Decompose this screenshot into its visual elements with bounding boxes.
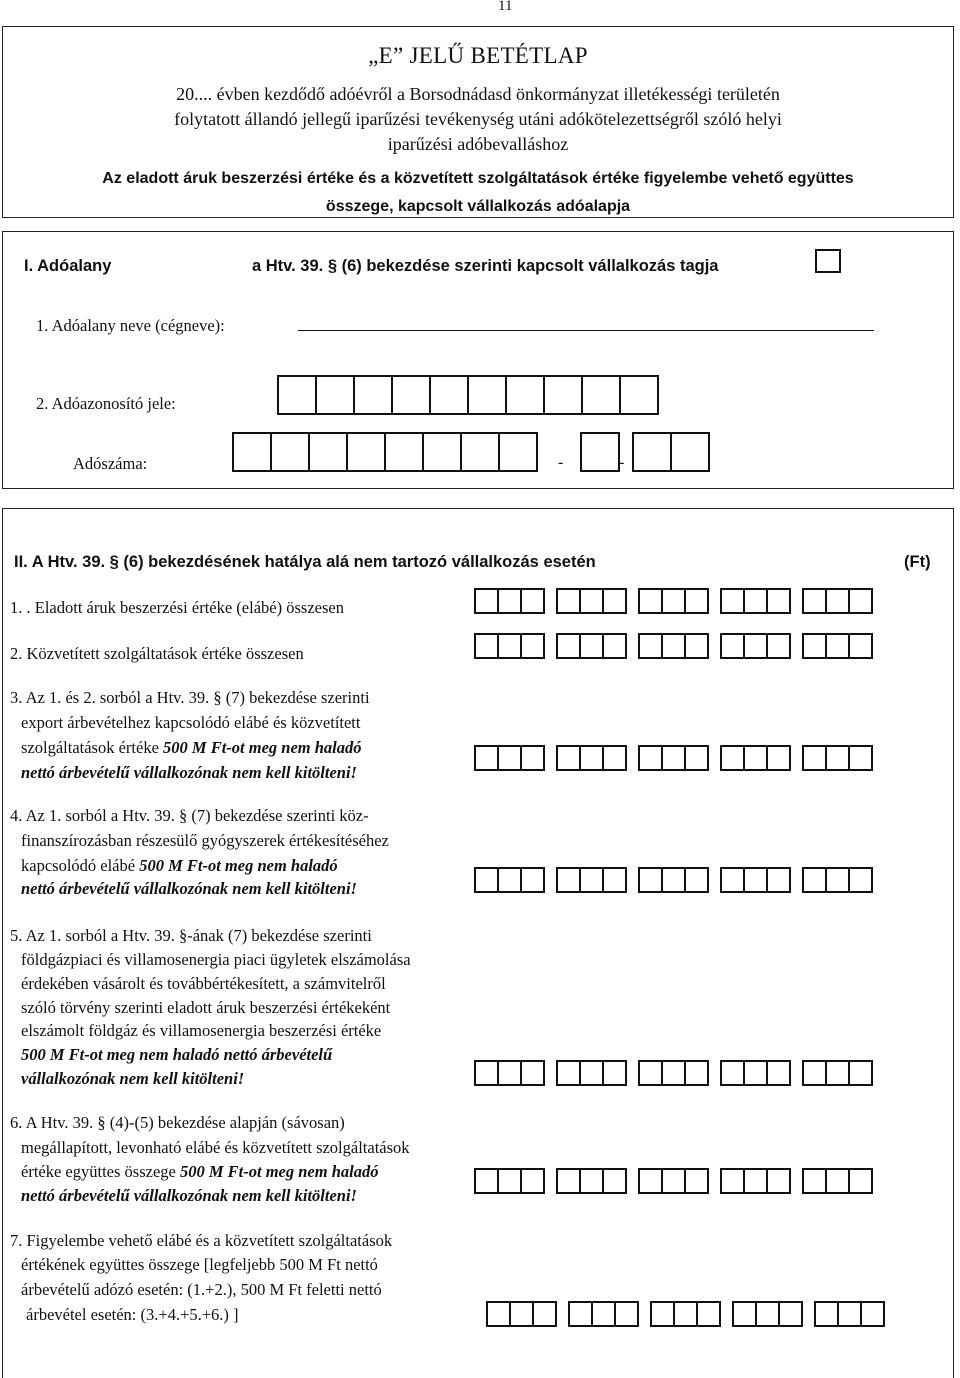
- row-4-line-3-emph: 500 M Ft-ot meg nem haladó: [139, 856, 338, 875]
- amount-digit-cell[interactable]: [802, 1168, 827, 1194]
- row-7-line-2: értékének együttes összege [legfeljebb 500 M Ft nettó: [21, 1255, 378, 1274]
- row-3-line-3-emph: 500 M Ft-ot meg nem haladó: [163, 738, 362, 757]
- tax-id-cell[interactable]: [467, 375, 507, 415]
- amount-digit-cell[interactable]: [802, 1060, 827, 1086]
- tax-id-label: 2. Adóazonosító jele:: [36, 394, 176, 413]
- amount-digit-cell[interactable]: [497, 588, 522, 614]
- amount-digit-cell[interactable]: [556, 633, 581, 659]
- tax-number-cell[interactable]: [422, 432, 462, 472]
- amount-digit-group: [556, 1168, 627, 1194]
- amount-digit-group: [556, 745, 627, 771]
- amount-digit-cell[interactable]: [743, 1060, 768, 1086]
- tax-id-field[interactable]: [277, 375, 659, 415]
- amount-digit-cell[interactable]: [556, 745, 581, 771]
- tax-number-cell[interactable]: [580, 432, 620, 472]
- amount-digit-group: [556, 1060, 627, 1086]
- amount-digit-group: [720, 1168, 791, 1194]
- page-number: 11: [498, 0, 513, 14]
- amount-digit-group: [638, 745, 709, 771]
- bold-heading-line-1: Az eladott áruk beszerzési értéke és a közvetített szolgáltatások értéke figyelembe vehető együttes: [102, 170, 854, 187]
- amount-digit-cell[interactable]: [474, 745, 499, 771]
- amount-digit-cell[interactable]: [848, 633, 873, 659]
- amount-digit-cell[interactable]: [497, 1168, 522, 1194]
- amount-digit-cell[interactable]: [638, 1168, 663, 1194]
- amount-digit-cell[interactable]: [520, 745, 545, 771]
- amount-digit-cell[interactable]: [602, 1168, 627, 1194]
- amount-digit-cell[interactable]: [520, 633, 545, 659]
- tax-number-dash-2: -: [619, 454, 625, 471]
- amount-digit-cell[interactable]: [497, 745, 522, 771]
- amount-digit-cell[interactable]: [638, 867, 663, 893]
- amount-digit-cell[interactable]: [474, 588, 499, 614]
- tax-number-cell[interactable]: [384, 432, 424, 472]
- amount-digit-cell[interactable]: [766, 633, 791, 659]
- amount-digit-group: [720, 867, 791, 893]
- amount-digit-cell[interactable]: [602, 867, 627, 893]
- amount-digit-cell[interactable]: [802, 867, 827, 893]
- amount-digit-cell[interactable]: [684, 633, 709, 659]
- amount-digit-cell[interactable]: [509, 1301, 534, 1327]
- section-1-heading-rest: a Htv. 39. § (6) bekezdése szerinti kapcsolt vállalkozás tagja: [252, 257, 719, 275]
- section-2-heading: II. A Htv. 39. § (6) bekezdésének hatálya alá nem tartozó vállalkozás esetén: [14, 553, 596, 571]
- row-4-line-3-text: kapcsolódó elábé: [21, 856, 140, 875]
- amount-digit-group: [814, 1301, 885, 1327]
- amount-digit-cell[interactable]: [579, 588, 604, 614]
- amount-digit-cell[interactable]: [684, 1168, 709, 1194]
- row-5-line-7: vállalkozónak nem kell kitölteni!: [21, 1069, 245, 1088]
- amount-digit-cell[interactable]: [520, 588, 545, 614]
- amount-digit-group: [732, 1301, 803, 1327]
- amount-digit-cell[interactable]: [848, 867, 873, 893]
- amount-digit-cell[interactable]: [848, 1168, 873, 1194]
- amount-digit-cell[interactable]: [825, 1060, 850, 1086]
- amount-digit-cell[interactable]: [743, 588, 768, 614]
- amount-digit-group: [474, 745, 545, 771]
- amount-digit-cell[interactable]: [743, 745, 768, 771]
- tax-id-cell[interactable]: [429, 375, 469, 415]
- amount-digit-cell[interactable]: [638, 588, 663, 614]
- row-5-amount[interactable]: [474, 1060, 873, 1086]
- amount-digit-cell[interactable]: [684, 588, 709, 614]
- amount-digit-cell[interactable]: [802, 745, 827, 771]
- amount-digit-group: [720, 745, 791, 771]
- amount-digit-cell[interactable]: [661, 867, 686, 893]
- amount-digit-cell[interactable]: [520, 867, 545, 893]
- amount-digit-group: [802, 745, 873, 771]
- amount-digit-group: [474, 1168, 545, 1194]
- amount-digit-group: [638, 633, 709, 659]
- row-4-line-2: finanszírozásban részesülő gyógyszerek értékesítéséhez: [21, 831, 389, 850]
- subtitle-line-3: iparűzési adóbevalláshoz: [387, 134, 569, 154]
- section-1-heading: I. Adóalany: [24, 257, 112, 275]
- row-6-line-2: megállapított, levonható elábé és közvetített szolgáltatások: [21, 1138, 410, 1157]
- tax-id-cell[interactable]: [315, 375, 355, 415]
- amount-digit-cell[interactable]: [743, 1168, 768, 1194]
- amount-digit-cell[interactable]: [661, 745, 686, 771]
- amount-digit-cell[interactable]: [556, 1060, 581, 1086]
- tax-number-cell[interactable]: [498, 432, 538, 472]
- amount-digit-cell[interactable]: [556, 588, 581, 614]
- bold-heading-line-2: összege, kapcsolt vállalkozás adóalapja: [325, 198, 631, 215]
- tax-number-main[interactable]: [232, 432, 538, 472]
- amount-digit-cell[interactable]: [766, 745, 791, 771]
- row-5-line-3: érdekében vásárolt és továbbértékesített, a számvitelről: [21, 974, 386, 993]
- amount-digit-cell[interactable]: [602, 1060, 627, 1086]
- amount-digit-cell[interactable]: [825, 745, 850, 771]
- amount-digit-cell[interactable]: [766, 1060, 791, 1086]
- amount-digit-cell[interactable]: [638, 745, 663, 771]
- amount-digit-group: [486, 1301, 557, 1327]
- amount-digit-group: [474, 588, 545, 614]
- amount-digit-cell[interactable]: [602, 745, 627, 771]
- row-1-amount[interactable]: [474, 588, 873, 614]
- row-6-line-3-text: értéke együttes összege: [21, 1162, 180, 1181]
- amount-digit-cell[interactable]: [579, 745, 604, 771]
- amount-digit-cell[interactable]: [802, 588, 827, 614]
- amount-digit-cell[interactable]: [766, 588, 791, 614]
- amount-digit-cell[interactable]: [602, 633, 627, 659]
- amount-digit-cell[interactable]: [860, 1301, 885, 1327]
- row-5-line-2: földgázpiaci és villamosenergia piaci ügyletek elszámolása: [21, 950, 411, 969]
- row-6-line-4: nettó árbevételű vállalkozónak nem kell kitölteni!: [21, 1186, 357, 1205]
- amount-digit-cell[interactable]: [638, 1060, 663, 1086]
- row-3-line-4: nettó árbevételű vállalkozónak nem kell kitölteni!: [21, 763, 357, 782]
- row-6-line-3-emph: 500 M Ft-ot meg nem haladó: [179, 1162, 379, 1181]
- amount-digit-cell[interactable]: [661, 1060, 686, 1086]
- amount-digit-group: [720, 588, 791, 614]
- amount-digit-cell[interactable]: [579, 633, 604, 659]
- row-4-line-1: 4. Az 1. sorból a Htv. 39. § (7) bekezdése szerinti köz-: [10, 806, 369, 825]
- row-4-amount[interactable]: [474, 867, 873, 893]
- tax-number-cell[interactable]: [670, 432, 710, 472]
- row-2-label: 2. Közvetített szolgáltatások értéke összesen: [10, 644, 304, 663]
- row-1-label: 1. . Eladott áruk beszerzési értéke (elábé) összesen: [10, 598, 344, 617]
- amount-digit-cell[interactable]: [755, 1301, 780, 1327]
- amount-digit-cell[interactable]: [474, 1060, 499, 1086]
- amount-digit-cell[interactable]: [497, 867, 522, 893]
- amount-digit-cell[interactable]: [720, 1060, 745, 1086]
- amount-digit-cell[interactable]: [720, 867, 745, 893]
- amount-digit-group: [556, 588, 627, 614]
- amount-digit-cell[interactable]: [766, 1168, 791, 1194]
- amount-digit-cell[interactable]: [732, 1301, 757, 1327]
- amount-digit-cell[interactable]: [474, 867, 499, 893]
- tax-number-county-code[interactable]: [632, 432, 710, 472]
- tax-number-cell[interactable]: [632, 432, 672, 472]
- amount-digit-group: [474, 1060, 545, 1086]
- tax-number-cell[interactable]: [270, 432, 310, 472]
- amount-digit-cell[interactable]: [684, 1060, 709, 1086]
- row-7-line-4: árbevétel esetén: (3.+4.+5.+6.) ]: [26, 1305, 239, 1324]
- amount-digit-cell[interactable]: [766, 867, 791, 893]
- amount-digit-cell[interactable]: [661, 1168, 686, 1194]
- amount-digit-cell[interactable]: [579, 867, 604, 893]
- tax-id-cell[interactable]: [391, 375, 431, 415]
- amount-digit-group: [802, 1060, 873, 1086]
- amount-digit-cell[interactable]: [556, 867, 581, 893]
- amount-digit-cell[interactable]: [743, 633, 768, 659]
- amount-digit-cell[interactable]: [720, 588, 745, 614]
- row-5-line-6: 500 M Ft-ot meg nem haladó nettó árbevételű: [21, 1045, 333, 1064]
- row-3-line-3: [21, 738, 362, 758]
- amount-digit-cell[interactable]: [638, 633, 663, 659]
- amount-digit-cell[interactable]: [825, 867, 850, 893]
- amount-digit-cell[interactable]: [848, 1060, 873, 1086]
- amount-digit-cell[interactable]: [720, 633, 745, 659]
- tax-id-cell[interactable]: [543, 375, 583, 415]
- row-5-line-1: 5. Az 1. sorból a Htv. 39. §-ának (7) bekezdése szerinti: [10, 926, 372, 945]
- row-7-line-1: 7. Figyelembe vehető elábé és a közvetített szolgáltatások: [10, 1231, 393, 1250]
- amount-digit-group: [638, 1060, 709, 1086]
- amount-digit-cell[interactable]: [602, 588, 627, 614]
- amount-digit-cell[interactable]: [837, 1301, 862, 1327]
- amount-digit-cell[interactable]: [848, 745, 873, 771]
- amount-digit-cell[interactable]: [661, 588, 686, 614]
- amount-digit-cell[interactable]: [568, 1301, 593, 1327]
- amount-digit-cell[interactable]: [579, 1168, 604, 1194]
- tax-number-dash-1: -: [558, 454, 564, 471]
- row-6-amount[interactable]: [474, 1168, 873, 1194]
- related-company-checkbox[interactable]: [815, 249, 841, 273]
- amount-digit-group: [802, 588, 873, 614]
- row-4-line-4: nettó árbevételű vállalkozónak nem kell kitölteni!: [21, 879, 357, 898]
- amount-digit-cell[interactable]: [814, 1301, 839, 1327]
- amount-digit-group: [556, 633, 627, 659]
- amount-digit-group: [638, 867, 709, 893]
- amount-digit-group: [802, 633, 873, 659]
- tax-number-vat-code[interactable]: [580, 432, 620, 472]
- amount-digit-group: [802, 1168, 873, 1194]
- amount-digit-cell[interactable]: [474, 633, 499, 659]
- amount-digit-cell[interactable]: [520, 1060, 545, 1086]
- amount-digit-cell[interactable]: [684, 745, 709, 771]
- row-7-line-3: árbevételű adózó esetén: (1.+2.), 500 M Ft feletti nettó: [21, 1280, 382, 1299]
- amount-digit-cell[interactable]: [802, 633, 827, 659]
- row-3-amount[interactable]: [474, 745, 873, 771]
- amount-digit-cell[interactable]: [825, 633, 850, 659]
- amount-digit-group: [474, 633, 545, 659]
- amount-digit-group: [556, 867, 627, 893]
- tax-id-cell[interactable]: [619, 375, 659, 415]
- subtitle-line-2: folytatott állandó jellegű iparűzési tevékenység utáni adókötelezettségről szóló helyi: [174, 109, 782, 129]
- tax-id-cell[interactable]: [581, 375, 621, 415]
- amount-digit-group: [638, 588, 709, 614]
- row-3-line-1: 3. Az 1. és 2. sorból a Htv. 39. § (7) bekezdése szerinti: [10, 688, 370, 707]
- amount-digit-cell[interactable]: [614, 1301, 639, 1327]
- amount-digit-cell[interactable]: [720, 1168, 745, 1194]
- amount-digit-cell[interactable]: [825, 1168, 850, 1194]
- row-6-line-3: [21, 1162, 378, 1182]
- row-5-line-5: elszámolt földgáz és villamosenergia beszerzési értéke: [21, 1021, 382, 1040]
- form-title: „E” JELŰ BETÉTLAP: [368, 43, 588, 68]
- tax-number-cell[interactable]: [346, 432, 386, 472]
- row-5-line-4: szóló törvény szerinti eladott áruk beszerzési értékeként: [21, 998, 391, 1017]
- amount-digit-cell[interactable]: [673, 1301, 698, 1327]
- taxpayer-name-label: 1. Adóalany neve (cégneve):: [36, 316, 225, 335]
- amount-digit-cell[interactable]: [696, 1301, 721, 1327]
- row-3-line-3-text: szolgáltatások értéke: [21, 738, 164, 757]
- amount-digit-cell[interactable]: [743, 867, 768, 893]
- taxpayer-name-field[interactable]: [298, 330, 874, 331]
- amount-digit-cell[interactable]: [532, 1301, 557, 1327]
- row-7-amount[interactable]: [486, 1301, 885, 1327]
- amount-digit-group: [474, 867, 545, 893]
- amount-digit-cell[interactable]: [661, 633, 686, 659]
- row-2-amount[interactable]: [474, 633, 873, 659]
- tax-id-cell[interactable]: [353, 375, 393, 415]
- amount-digit-group: [638, 1168, 709, 1194]
- amount-digit-cell[interactable]: [591, 1301, 616, 1327]
- tax-id-cell[interactable]: [505, 375, 545, 415]
- amount-digit-group: [720, 633, 791, 659]
- row-6-line-1: 6. A Htv. 39. § (4)-(5) bekezdése alapján (sávosan): [10, 1113, 345, 1132]
- amount-digit-group: [802, 867, 873, 893]
- unit-label: (Ft): [904, 553, 931, 571]
- amount-digit-cell[interactable]: [556, 1168, 581, 1194]
- amount-digit-cell[interactable]: [520, 1168, 545, 1194]
- row-3-line-2: export árbevételhez kapcsolódó elábé és közvetített: [21, 713, 361, 732]
- amount-digit-group: [720, 1060, 791, 1086]
- amount-digit-cell[interactable]: [474, 1168, 499, 1194]
- tax-number-label: Adószáma:: [73, 454, 148, 473]
- header-frame: [2, 26, 954, 218]
- amount-digit-cell[interactable]: [650, 1301, 675, 1327]
- amount-digit-group: [568, 1301, 639, 1327]
- amount-digit-cell[interactable]: [825, 588, 850, 614]
- amount-digit-cell[interactable]: [579, 1060, 604, 1086]
- amount-digit-cell[interactable]: [497, 633, 522, 659]
- row-4-line-3: [21, 856, 338, 876]
- tax-number-cell[interactable]: [460, 432, 500, 472]
- amount-digit-cell[interactable]: [720, 745, 745, 771]
- amount-digit-group: [650, 1301, 721, 1327]
- amount-digit-cell[interactable]: [486, 1301, 511, 1327]
- tax-number-cell[interactable]: [232, 432, 272, 472]
- amount-digit-cell[interactable]: [848, 588, 873, 614]
- tax-number-cell[interactable]: [308, 432, 348, 472]
- amount-digit-cell[interactable]: [778, 1301, 803, 1327]
- amount-digit-cell[interactable]: [684, 867, 709, 893]
- subtitle-line-1: 20.... évben kezdődő adóévről a Borsodnádasd önkormányzat illetékességi területén: [176, 84, 780, 104]
- tax-id-cell[interactable]: [277, 375, 317, 415]
- amount-digit-cell[interactable]: [497, 1060, 522, 1086]
